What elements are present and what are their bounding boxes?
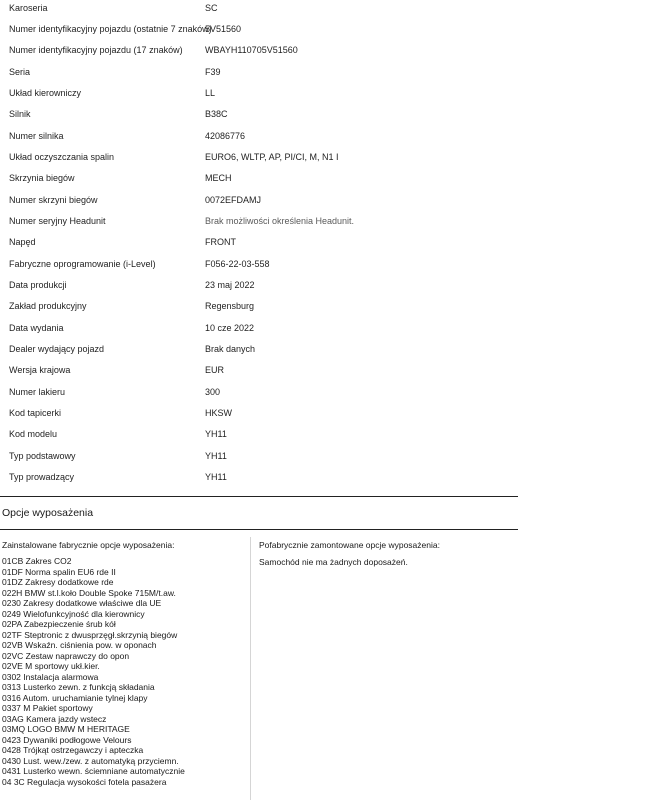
list-item: 0313 Lusterko zewn. z funkcją składania [2,682,155,692]
spec-label: Typ podstawowy [9,451,76,461]
spec-value: 42086776 [205,131,246,141]
column-divider [250,537,251,800]
spec-value: Brak danych [205,344,256,354]
spec-label: Wersja krajowa [9,365,71,375]
list-item: 03MQ LOGO BMW M HERITAGE [2,724,130,734]
spec-value: YH11 [205,451,227,461]
spec-label: Typ prowadzący [9,472,75,482]
spec-label: Kod modelu [9,429,58,439]
spec-label: Silnik [9,109,31,119]
spec-value: EUR [205,365,225,375]
spec-row [0,451,648,472]
list-item: 01DZ Zakresy dodatkowe rde [2,577,114,587]
spec-row [0,237,648,258]
spec-row [0,216,648,237]
spec-label: Fabryczne oprogramowanie (i-Level) [9,259,156,269]
factory-options-list [2,556,185,787]
spec-label: Seria [9,67,31,77]
section-divider-top [0,496,518,497]
spec-label: Numer silnika [9,131,64,141]
list-item: 0423 Dywaniki podłogowe Velours [2,734,132,745]
list-item: 01CB Zakres CO2 [2,556,72,566]
factory-options-heading: Zainstalowane fabrycznie opcje wyposażenia: [2,540,175,550]
spec-row [0,259,648,280]
list-item: 01DF Norma spalin EU6 rde II [2,566,116,577]
spec-value: MECH [205,173,232,183]
spec-label: Układ oczyszczania spalin [9,152,115,162]
spec-row [0,3,648,24]
spec-row [0,429,648,450]
list-item: 02PA Zabezpieczenie śrub kół [2,619,116,629]
spec-row [0,67,648,88]
spec-label: Karoseria [9,3,48,13]
spec-row [0,109,648,130]
spec-label: Skrzynia biegów [9,173,75,183]
list-item: 02TF Steptronic z dwusprzęgł.skrzynią biegów [2,629,178,640]
spec-value: WBAYH110705V51560 [205,45,298,55]
spec-value: F056-22-03-558 [205,259,270,269]
spec-value: 5V51560 [205,24,242,34]
spec-value: EURO6, WLTP, AP, PI/CI, M, N1 I [205,152,339,162]
list-item: 0302 Instalacja alarmowa [2,671,99,682]
spec-label: Numer lakieru [9,387,66,397]
spec-row [0,344,648,365]
retrofit-options-heading: Pofabrycznie zamontowane opcje wyposażenia: [259,540,440,550]
list-item: 0249 Wielofunkcyjność dla kierownicy [2,608,145,619]
spec-label: Napęd [9,237,36,247]
equipment-section-title: Opcje wyposażenia [2,507,94,519]
spec-value: 23 maj 2022 [205,280,255,290]
retrofit-options-text: Samochód nie ma żadnych doposażeń. [259,557,408,567]
spec-row [0,173,648,194]
spec-label: Dealer wydający pojazd [9,344,105,354]
list-item: 02VB Wskaźn. ciśnienia pow. w oponach [2,640,157,650]
spec-row [0,387,648,408]
spec-label: Kod tapicerki [9,408,62,418]
spec-row [0,472,648,493]
list-item: 04 3C Regulacja wysokości fotela pasażera [2,776,167,787]
spec-value: F39 [205,67,221,77]
spec-value: SC [205,3,218,13]
list-item: 0428 Trójkąt ostrzegawczy i apteczka [2,745,144,755]
spec-label: Numer seryjny Headunit [9,216,106,226]
spec-value: 300 [205,387,221,397]
spec-label: Numer identyfikacyjny pojazdu (ostatnie 7 znaków) [9,24,212,34]
spec-label: Układ kierowniczy [9,88,82,98]
list-item: 02VC Zestaw naprawczy do opon [2,650,130,661]
spec-label: Zakład produkcyjny [9,301,87,311]
spec-row [0,88,648,109]
list-item: 0430 Lust. wew./zew. z automatyką przyciemn. [2,755,179,766]
list-item: 0316 Autom. uruchamianie tylnej klapy [2,692,148,703]
list-item: 0230 Zakresy dodatkowe właściwe dla UE [2,598,162,608]
spec-row [0,365,648,386]
list-item: 022H BMW st.l.koło Double Spoke 715M/t.aw. [2,587,176,598]
spec-value: YH11 [205,429,227,439]
spec-label: Numer skrzyni biegów [9,195,98,205]
spec-row [0,280,648,301]
spec-row [0,131,648,152]
spec-value: YH11 [205,472,227,482]
spec-value: B38C [205,109,228,119]
spec-row [0,195,648,216]
list-item: 0431 Lusterko wewn. ściemniane automatycznie [2,766,185,776]
spec-value: 0072EFDAMJ [205,195,262,205]
spec-label: Numer identyfikacyjny pojazdu (17 znaków) [9,45,183,55]
list-item: 03AG Kamera jazdy wstecz [2,713,107,724]
spec-value: LL [205,88,216,98]
spec-row [0,24,648,45]
spec-label: Data produkcji [9,280,67,290]
spec-row [0,323,648,344]
spec-value: Brak możliwości określenia Headunit. [205,216,355,226]
spec-row [0,301,648,322]
section-divider-bottom [0,529,518,530]
spec-value: FRONT [205,237,236,247]
spec-row [0,152,648,173]
list-item: 02VE M sportowy ukł.kier. [2,661,100,671]
list-item: 0337 M Pakiet sportowy [2,703,93,713]
spec-row [0,45,648,66]
spec-row [0,408,648,429]
spec-value: Regensburg [205,301,255,311]
spec-value: HKSW [205,408,232,418]
spec-label: Data wydania [9,323,64,333]
spec-value: 10 cze 2022 [205,323,255,333]
